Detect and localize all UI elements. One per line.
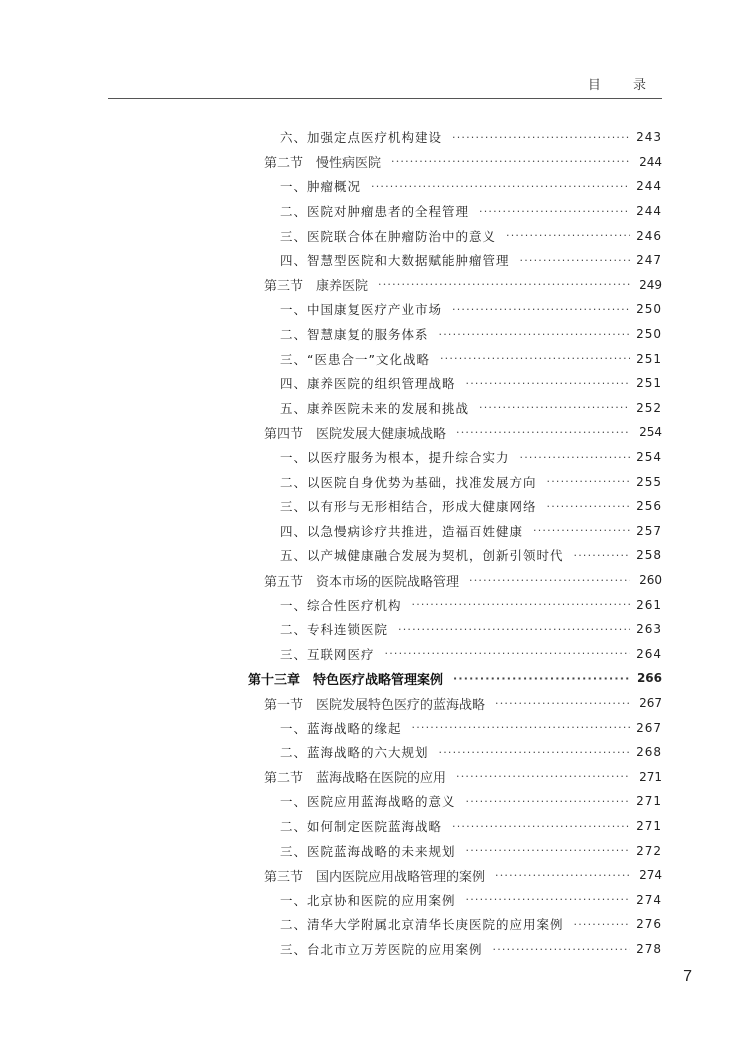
toc-entry-page: 244: [639, 154, 662, 169]
toc-leader-dots: [520, 451, 630, 464]
toc-entry-title: 三、以有形与无形相结合，形成大健康网络: [280, 499, 537, 515]
toc-entry[interactable]: [280, 371, 662, 396]
toc-leader-dots: [466, 893, 630, 906]
toc-entry-page: 243: [636, 130, 662, 145]
toc-entry-page: 246: [636, 228, 662, 243]
toc-entry-page: 266: [636, 671, 662, 686]
toc-entry[interactable]: [280, 322, 662, 347]
toc-entry-title: 一、肿瘤概况: [280, 179, 362, 195]
toc-entry-page: 257: [636, 523, 662, 538]
toc-entry-title: 一、北京协和医院的应用案例: [280, 892, 456, 908]
toc-entry-page: 274: [636, 892, 662, 907]
toc-leader-dots: [412, 598, 630, 611]
toc-leader-dots: [466, 844, 630, 857]
toc-entry-page: 263: [636, 622, 662, 637]
toc-leader-dots: [456, 426, 630, 439]
toc-entry[interactable]: [280, 445, 662, 470]
toc-entry-page: 278: [636, 942, 662, 957]
toc-entry[interactable]: [264, 568, 662, 593]
toc-entry-title: 一、中国康复医疗产业市场: [280, 302, 443, 318]
toc-entry[interactable]: [280, 838, 662, 863]
toc-entry[interactable]: [280, 297, 662, 322]
toc-entry-title: 第四节 医院发展大健康城战略: [264, 426, 447, 442]
toc-entry[interactable]: [264, 863, 662, 888]
toc-entry-page: 254: [639, 425, 662, 440]
toc-entry-title: 第五节 资本市场的医院战略管理: [264, 574, 460, 590]
running-header-title: 目 录: [587, 78, 660, 93]
toc-leader-dots: [533, 524, 630, 537]
toc-leader-dots: [452, 131, 630, 144]
toc-leader-dots: [479, 401, 630, 414]
toc-entry-page: 267: [639, 696, 662, 711]
toc-leader-dots: [574, 918, 630, 931]
toc-entry-title: 二、清华大学附属北京清华长庚医院的应用案例: [280, 917, 564, 933]
toc-entry[interactable]: [280, 396, 662, 421]
toc-entry-page: 251: [636, 376, 662, 391]
toc-entry[interactable]: [280, 937, 662, 962]
toc-entry[interactable]: [280, 715, 662, 740]
toc-entry-title: 第三节 国内医院应用战略管理的案例: [264, 869, 486, 885]
toc-entry-page: 252: [636, 400, 662, 415]
toc-leader-dots: [440, 352, 630, 365]
toc-entry-title: 二、专科连锁医院: [280, 622, 389, 638]
toc-leader-dots: [547, 475, 630, 488]
toc-leader-dots: [466, 377, 630, 390]
toc-entry[interactable]: [280, 912, 662, 937]
toc-entry-title: 一、综合性医疗机构: [280, 597, 402, 613]
toc-entry-page: 250: [636, 302, 662, 317]
toc-entry-title: 五、康养医院未来的发展和挑战: [280, 400, 470, 416]
toc-entry[interactable]: [280, 174, 662, 199]
toc-entry-page: 244: [636, 179, 662, 194]
toc-leader-dots: [520, 254, 630, 267]
toc-entry-title: 四、康养医院的组织管理战略: [280, 376, 456, 392]
toc-leader-dots: [493, 943, 630, 956]
toc-entry[interactable]: [280, 223, 662, 248]
toc-entry-page: 272: [636, 843, 662, 858]
toc-leader-dots: [391, 155, 630, 168]
toc-entry-page: 254: [636, 450, 662, 465]
toc-entry-title: 六、加强定点医疗机构建设: [280, 130, 443, 146]
toc-entry-page: 268: [636, 745, 662, 760]
toc-entry-page: 271: [639, 769, 662, 784]
toc-leader-dots: [371, 180, 630, 193]
toc-entry-page: 249: [639, 277, 662, 292]
toc-entry-page: 258: [636, 548, 662, 563]
toc-entry[interactable]: [280, 248, 662, 273]
toc-entry-title: 第十三章 特色医疗战略管理案例: [248, 672, 444, 688]
toc-leader-dots: [439, 328, 630, 341]
toc-entry-page: 247: [636, 253, 662, 268]
toc-entry-page: 271: [636, 819, 662, 834]
toc-entry-page: 271: [636, 794, 662, 809]
toc-entry-title: 三、医院联合体在肿瘤防治中的意义: [280, 228, 497, 244]
toc-entry-page: 264: [636, 646, 662, 661]
toc-entry-title: 第二节 蓝海战略在医院的应用: [264, 771, 447, 787]
toc-entry-page: 276: [636, 917, 662, 932]
toc-leader-dots: [574, 549, 630, 562]
toc-entry[interactable]: [280, 814, 662, 839]
toc-entry[interactable]: [248, 666, 662, 691]
toc-entry-title: 一、以医疗服务为根本，提升综合实力: [280, 450, 510, 466]
page-number: 7: [683, 968, 692, 985]
toc-entry[interactable]: [280, 494, 662, 519]
toc-entry[interactable]: [264, 273, 662, 298]
toc-entry-page: 256: [636, 499, 662, 514]
toc-entry[interactable]: [280, 346, 662, 371]
toc-leader-dots: [452, 303, 630, 316]
toc-leader-dots: [398, 623, 630, 636]
toc-entry-title: 二、以医院自身优势为基础，找准发展方向: [280, 474, 537, 490]
toc-entry-title: 五、以产城健康融合发展为契机，创新引领时代: [280, 548, 564, 564]
toc-entry[interactable]: [280, 617, 662, 642]
toc-leader-dots: [479, 205, 630, 218]
toc-entry[interactable]: [264, 691, 662, 716]
toc-entry-page: 261: [636, 597, 662, 612]
toc-entry-title: 第一节 医院发展特色医疗的蓝海战略: [264, 697, 486, 713]
toc-leader-dots: [547, 500, 630, 513]
toc-entry-title: 二、智慧康复的服务体系: [280, 327, 429, 343]
header-rule: [108, 98, 662, 99]
toc-leader-dots: [469, 574, 630, 587]
toc-entry[interactable]: [280, 125, 662, 150]
toc-leader-dots: [495, 697, 630, 710]
toc-entry-title: 二、如何制定医院蓝海战略: [280, 819, 443, 835]
toc-leader-dots: [466, 795, 630, 808]
toc-entry-title: 一、医院应用蓝海战略的意义: [280, 794, 456, 810]
toc-entry-page: 260: [639, 573, 662, 588]
toc-entry[interactable]: [280, 519, 662, 544]
toc-entry-title: 三、医院蓝海战略的未来规划: [280, 843, 456, 859]
toc-entry-title: 三、互联网医疗: [280, 646, 375, 662]
toc-entry-page: 244: [636, 204, 662, 219]
toc-entry[interactable]: [280, 469, 662, 494]
toc-entry[interactable]: [280, 789, 662, 814]
toc-leader-dots: [456, 770, 630, 783]
toc-entry-page: 250: [636, 327, 662, 342]
toc-leader-dots: [506, 229, 630, 242]
toc-entry[interactable]: [264, 420, 662, 445]
toc-entry[interactable]: [280, 888, 662, 913]
toc-entry-page: 267: [636, 720, 662, 735]
toc-entry[interactable]: [280, 642, 662, 667]
toc-entry[interactable]: [264, 765, 662, 790]
toc-entry[interactable]: [264, 150, 662, 175]
toc-leader-dots: [453, 672, 630, 685]
toc-entry-title: 二、蓝海战略的六大规划: [280, 745, 429, 761]
toc-entry[interactable]: [280, 199, 662, 224]
toc-leader-dots: [378, 278, 630, 291]
toc-entry[interactable]: [280, 592, 662, 617]
toc-entry-title: 三、“医患合一”文化战略: [280, 351, 430, 367]
toc-entry[interactable]: [280, 740, 662, 765]
toc-entry-page: 274: [639, 868, 662, 883]
toc-entry-title: 第二节 慢性病医院: [264, 156, 382, 172]
toc-entry-title: 一、蓝海战略的缘起: [280, 720, 402, 736]
toc-entry-page: 251: [636, 351, 662, 366]
toc-leader-dots: [495, 869, 630, 882]
toc-entry-title: 二、医院对肿瘤患者的全程管理: [280, 204, 470, 220]
toc-leader-dots: [439, 746, 630, 759]
toc-entry-title: 四、智慧型医院和大数据赋能肿瘤管理: [280, 253, 510, 269]
toc-leader-dots: [452, 820, 630, 833]
toc-entry-title: 第三节 康养医院: [264, 279, 369, 295]
toc-entry-page: 255: [636, 474, 662, 489]
toc-entry[interactable]: [280, 543, 662, 568]
toc-leader-dots: [385, 647, 630, 660]
toc-leader-dots: [412, 721, 630, 734]
toc-entry-title: 三、台北市立万芳医院的应用案例: [280, 942, 483, 958]
toc-entry-title: 四、以急慢病诊疗共推进，造福百姓健康: [280, 523, 524, 539]
